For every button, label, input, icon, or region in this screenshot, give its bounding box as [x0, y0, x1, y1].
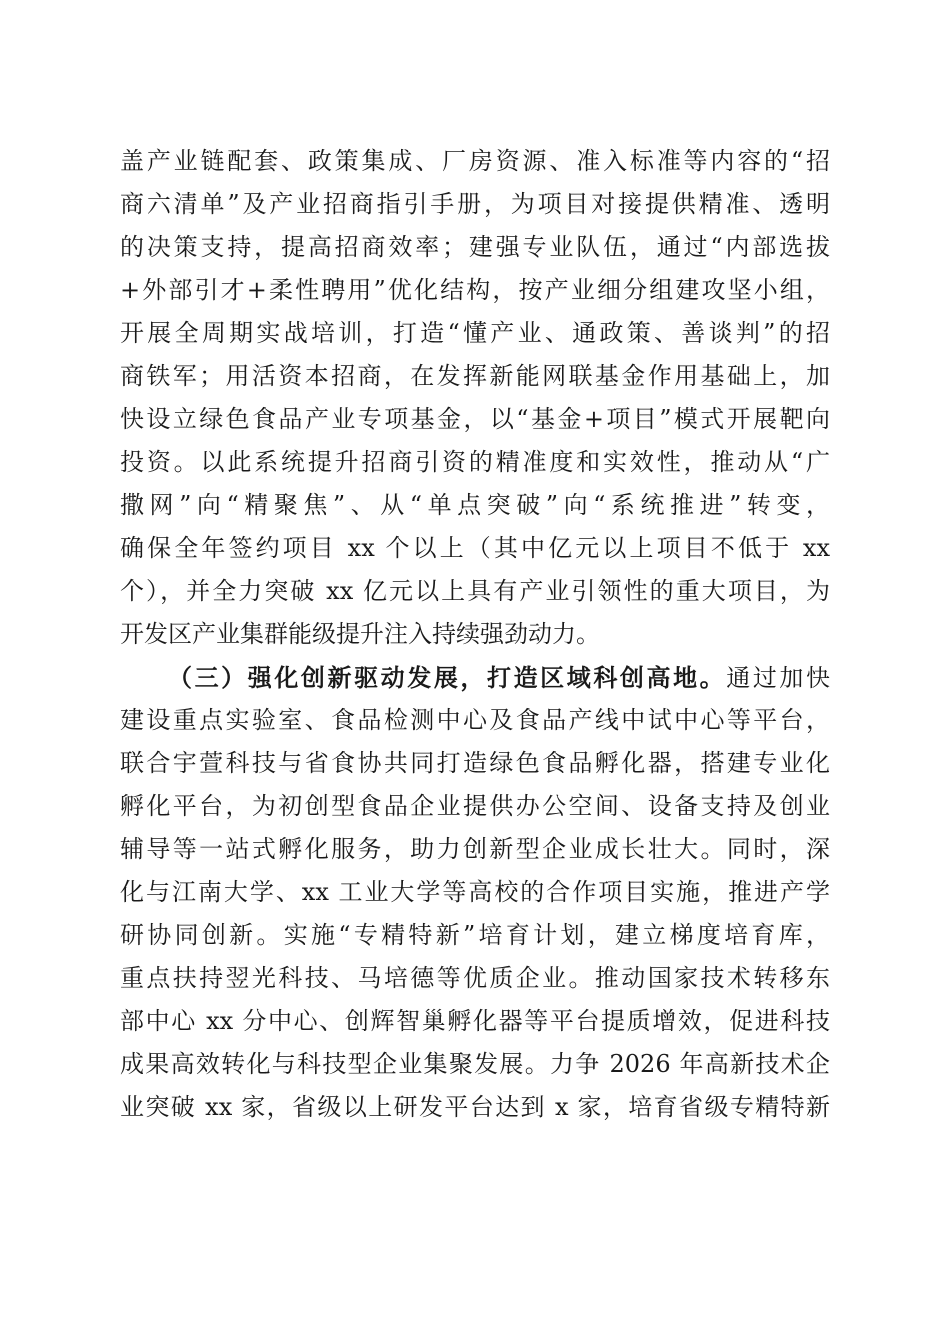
text-line: 开发区产业集群能级提升注入持续强劲动力。: [120, 620, 600, 648]
text-line: 确保全年签约项目 xx 个以上（其中亿元以上项目不低于 xx: [120, 534, 830, 562]
body-text: [120, 140, 830, 1129]
section-heading: （三）强化创新驱动发展，打造区域科创高地。: [168, 663, 727, 692]
text-line: 辅导等一站式孵化服务，助力创新型企业成长壮大。同时，深: [120, 835, 830, 863]
text-run: 通过加快: [726, 664, 830, 692]
text-line: 撒网”向“精聚焦”、从“单点突破”向“系统推进”转变，: [120, 491, 830, 519]
text-line: 商铁军；用活资本招商，在发挥新能网联基金作用基础上，加: [120, 362, 830, 390]
paragraph-2: [120, 656, 830, 1129]
text-line: 研协同创新。实施“专精特新”培育计划，建立梯度培育库，: [120, 921, 830, 949]
text-line: 个），并全力突破 xx 亿元以上具有产业引领性的重大项目，为: [120, 577, 830, 605]
text-line: 开展全周期实战培训，打造“懂产业、通政策、善谈判”的招: [120, 319, 830, 347]
text-line: 业突破 xx 家，省级以上研发平台达到 x 家，培育省级专精特新: [120, 1093, 830, 1121]
text-line: 盖产业链配套、政策集成、厂房资源、准入标准等内容的“招: [120, 147, 830, 175]
text-line: 快设立绿色食品产业专项基金，以“基金+项目”模式开展靶向: [120, 405, 830, 433]
text-line-first: [120, 656, 830, 699]
text-line: 的决策支持，提高招商效率；建强专业队伍，通过“内部选拔: [120, 233, 830, 261]
text-line: +外部引才+柔性聘用”优化结构，按产业细分组建攻坚小组，: [120, 276, 830, 304]
text-line: 成果高效转化与科技型企业集聚发展。力争 2026 年高新技术企: [120, 1050, 830, 1078]
text-line: 部中心 xx 分中心、创辉智巢孵化器等平台提质增效，促进科技: [120, 1007, 830, 1035]
text-line: 建设重点实验室、食品检测中心及食品产线中试中心等平台，: [120, 706, 830, 734]
paragraph-1: [120, 140, 830, 656]
text-line: 投资。以此系统提升招商引资的精准度和实效性，推动从“广: [120, 448, 830, 476]
text-line: 商六清单”及产业招商指引手册，为项目对接提供精准、透明: [120, 190, 830, 218]
text-line: 联合宇萱科技与省食协共同打造绿色食品孵化器，搭建专业化: [120, 749, 830, 777]
text-line: 孵化平台，为初创型食品企业提供办公空间、设备支持及创业: [120, 792, 830, 820]
text-line: 化与江南大学、xx 工业大学等高校的合作项目实施，推进产学: [120, 878, 830, 906]
text-line: 重点扶持翌光科技、马培德等优质企业。推动国家技术转移东: [120, 964, 830, 992]
